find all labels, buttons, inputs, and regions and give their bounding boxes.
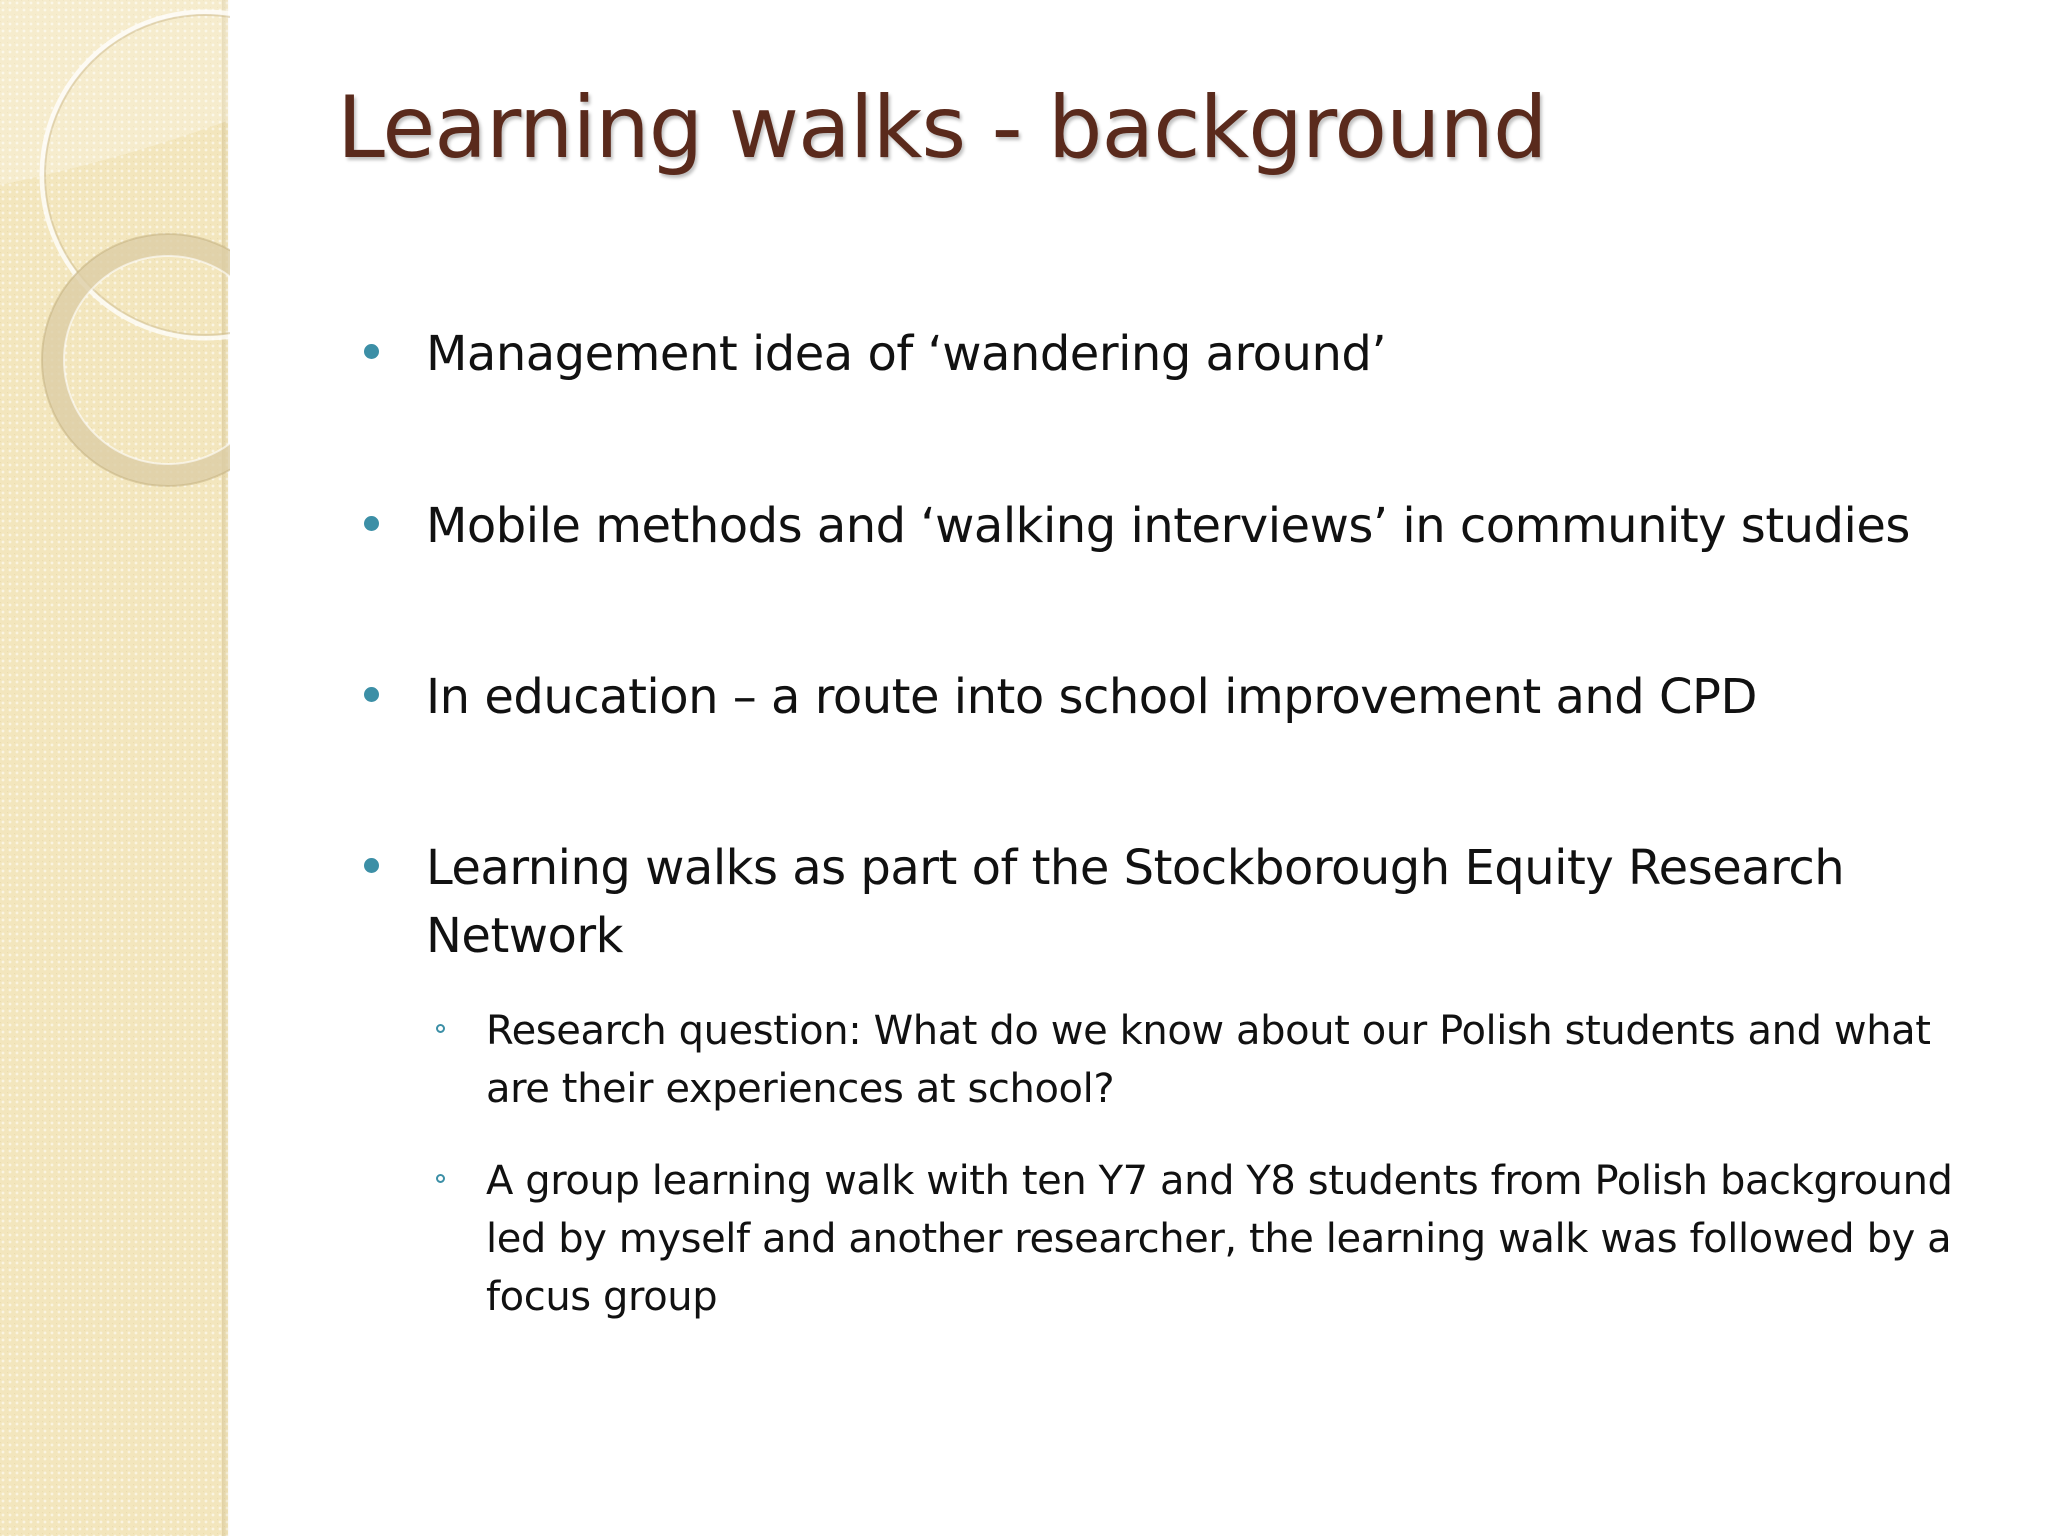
bullet-dot-icon (364, 858, 379, 873)
bullet-text: In education – a route into school improvement and CPD (426, 669, 1757, 725)
sub-bullet-ring-icon (436, 1174, 445, 1183)
bullet-dot-icon (364, 687, 379, 702)
bullet-text: Mobile methods and ‘walking interviews’ in community studies (426, 498, 1910, 554)
sub-bullet-text: A group learning walk with ten Y7 and Y8 students from Polish background led by myself and another researcher, the learning walk was followed by a focus group (486, 1158, 1953, 1320)
bullet-dot-icon (364, 516, 379, 531)
slide-title: Learning walks - background (337, 78, 1547, 178)
bullet-text: Management idea of ‘wandering around’ (426, 326, 1387, 382)
sub-bullet-ring-icon (436, 1024, 445, 1033)
bullet-text: Learning walks as part of the Stockborough Equity Research Network (426, 840, 1845, 964)
sub-bullet-text: Research question: What do we know about our Polish students and what are their experiences at school? (486, 1008, 1931, 1112)
decorative-rings (0, 0, 230, 520)
bullet-dot-icon (364, 344, 379, 359)
